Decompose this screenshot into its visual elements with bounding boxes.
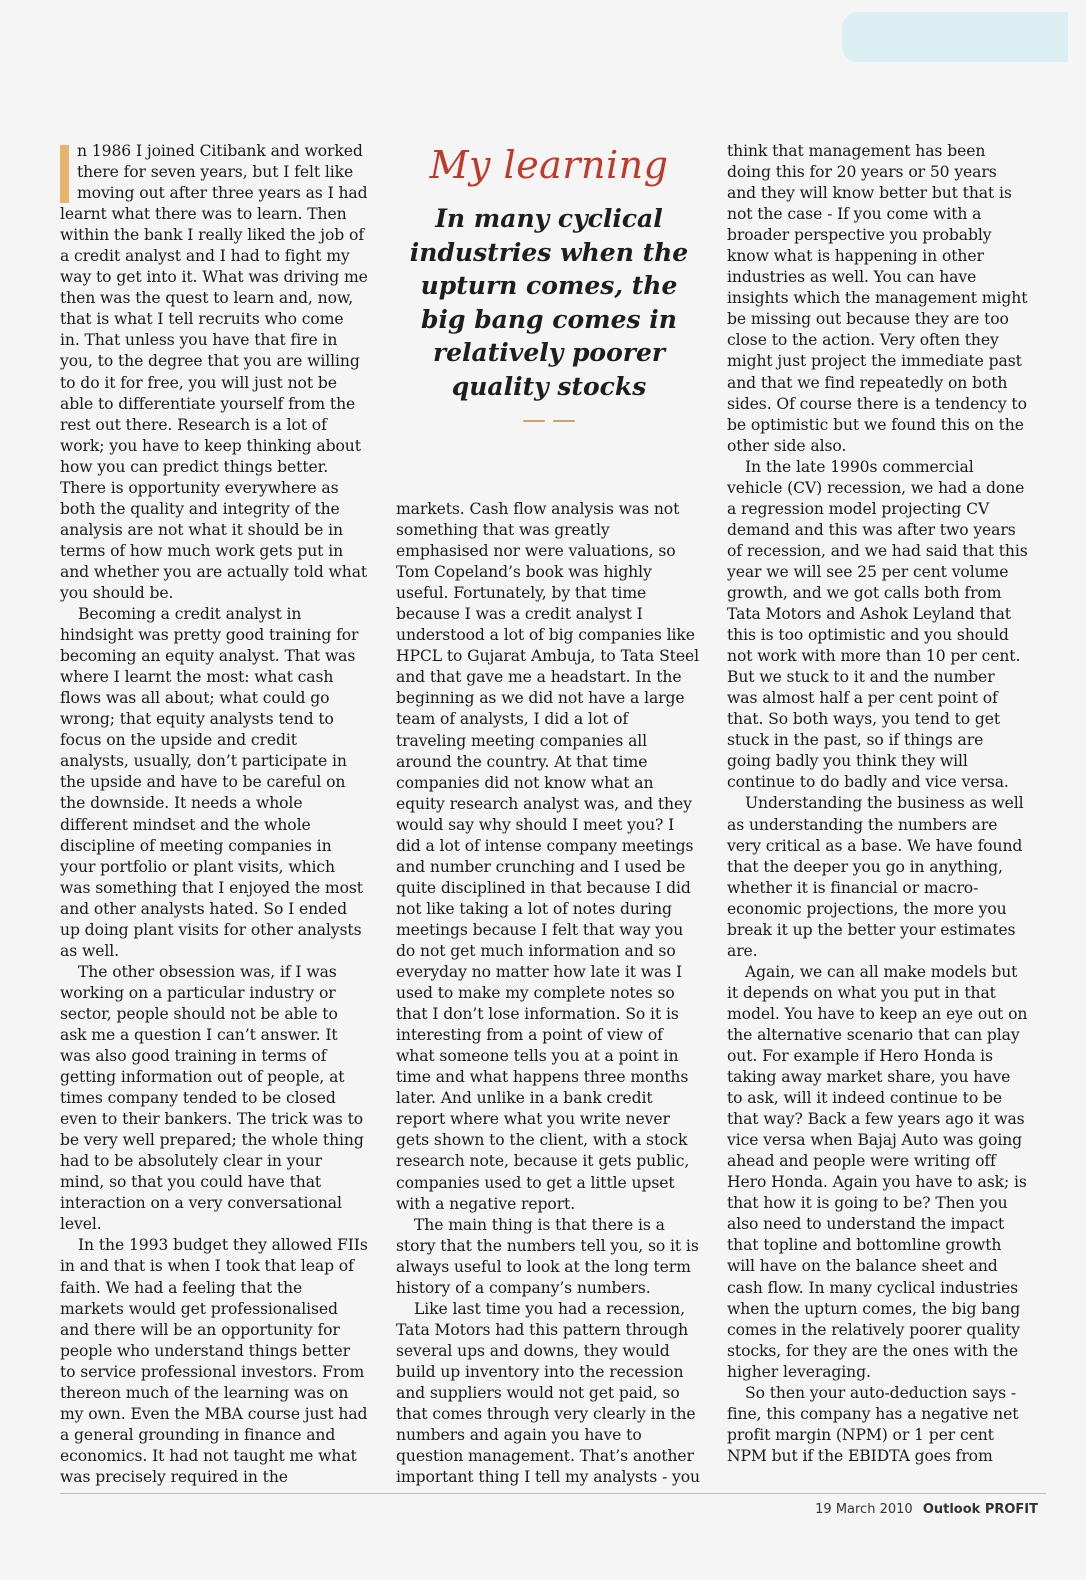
footer-publication: Outlook PROFIT bbox=[922, 1502, 1038, 1517]
article-paragraph: Understanding the business as well as understanding the numbers are very critical as a base. We have found that the deeper you go in anything, whether it is financial or macro-economic projections, the more you break it up the better your estimates are. bbox=[727, 794, 1024, 960]
article-paragraph: markets. Cash flow analysis was not something that was greatly emphasised nor were valuations, so Tom Copeland’s book was highly useful. Fortunately, by that time because I was a credit analyst I understood a lot of big companies like HPCL to Gujarat Ambuja, to Tata Steel and that gave me a headstart. In the beginning as we did not have a large team of analysts, I did a lot of traveling meeting companies all around the country. At that time companies did not know what an equity research analyst was, and they would say why should I meet you? I did a lot of intense company meetings and number crunching and I used be quite disciplined in that because I did not like taking a lot of notes during meetings because I felt that way you do not get much information and so everyday no matter how late it was I used to make my complete notes so that I don’t lose information. So it is interesting from a point of view of what someone tells you at a point in time and what happens three months later. And unlike in a bank credit report where what you write never gets shown to the client, with a stock research note, because it gets public, companies used to get a little upset with a negative report. bbox=[396, 500, 699, 1213]
article-paragraph: The other obsession was, if I was working on a particular industry or sector, people should not be able to ask me a question I can’t answer. It was also good training in terms of getting information out of people, at times company tended to be closed even to their bankers. The trick was to be very well prepared; the whole thing had to be absolutely clear in your mind, so that you could have that interaction on a very conversational level. bbox=[60, 962, 364, 1234]
article-paragraph: In the late 1990s commercial vehicle (CV) recession, we had a done a regression model projecting CV demand and this was after two years of recession, and we had said that this year we will see 25 per cent volume growth, and we got calls both from Tata Motors and Ashok Leyland that this is too optimistic and you should not work with more than 10 per cent. But we stuck to it and the number was almost half a per cent point of that. So both ways, you tend to get stuck in the past, so if things are going badly you think they will continue to do badly and vice versa. bbox=[727, 457, 1028, 792]
page-footer bbox=[815, 1502, 1038, 1517]
footer-date: 19 March 2010 bbox=[815, 1502, 913, 1517]
section-tab-decoration bbox=[842, 12, 1068, 62]
drop-cap-bar bbox=[60, 145, 69, 203]
article-paragraph: The main thing is that there is a story that the numbers tell you, so it is always useful to look at the long term history of a company’s numbers. bbox=[396, 1215, 699, 1297]
article-paragraph: So then your auto-deduction says - fine, this company has a negative net profit margin (NPM) or 1 per cent NPM but if the EBIDTA goes from bbox=[727, 1383, 1019, 1465]
article-paragraph: n 1986 I joined Citibank and worked there for seven years, but I felt like moving out after three years as I had learnt what there was to learn. Then within the bank I really liked the job of a credit analyst and I had to fight my way to get into it. What was driving me then was the quest to learn and, now, that is what I tell recruits who come in. That unless you have that fire in you, to the degree that you are willing to do it for free, you will just not be able to differentiate yourself from the rest out there. Research is a lot of work; you have to keep thinking about how you can predict things better. There is opportunity everywhere as both the quality and integrity of the analysis are not what it should be in terms of how much work gets put in and whether you are actually told what you should be. bbox=[60, 142, 368, 602]
article-paragraph: Like last time you had a recession, Tata Motors had this pattern through several ups and downs, they would build up inventory into the recession and suppliers would not get paid, so that comes through very clearly in the numbers and again you have to question management. That’s another important thing I tell my analysts - you bbox=[396, 1299, 700, 1487]
article-paragraph: think that management has been doing this for 20 years or 50 years and they will know better but that is not the case - If you come with a broader perspective you probably know what is happening in other industries as well. You can have insights which the management might be missing out because they are too close to the action. Very often they might just project the immediate past and that we find repeatedly on both sides. Of course there is a tendency to be optimistic but we found this on the other side also. bbox=[727, 142, 1028, 455]
pull-quote-title: My learning bbox=[429, 143, 669, 187]
article-paragraph: Becoming a credit analyst in hindsight was pretty good training for becoming an equity analyst. That was where I learnt the most: what cash flows was all about; what could go wrong; that equity analysts tend to focus on the upside and credit analysts, usually, don’t participate in the upside and have to be careful on the downside. It needs a whole different mindset and the whole discipline of meeting companies in your portfolio or plant visits, which was something that I enjoyed the most and other analysts hated. So I ended up doing plant visits for other analysts as well. bbox=[60, 605, 363, 960]
article-column-2 bbox=[396, 499, 702, 1488]
footer-divider bbox=[60, 1493, 1046, 1494]
article-paragraph: In the 1993 budget they allowed FIIs in and that is when I took that leap of faith. We had a feeling that the markets would get professionalised and there will be an opportunity for people who understand things better to service professional investors. From thereon much of the learning was on my own. Even the MBA course just had a general grounding in finance and economics. It had not taught me what was precisely required in the bbox=[60, 1236, 368, 1486]
article-column-3 bbox=[727, 141, 1029, 1467]
article-paragraph: Again, we can all make models but it depends on what you put in that model. You have to keep an eye out on the alternative scenario that can play out. For example if Hero Honda is taking away market share, you have to ask, will it indeed continue to be that way? Back a few years ago it was vice versa when Bajaj Auto was going ahead and people were writing off Hero Honda. Again you have to ask; is that how it is going to be? Then you also need to understand the impact that topline and bottomline growth will have on the balance sheet and cash flow. In many cyclical industries when the upturn comes, the big bang comes in the relatively poorer quality stocks, for they are the ones with the higher leveraging. bbox=[727, 962, 1028, 1381]
pull-quote-text: In many cyclical industries when the upturn comes, the big bang comes in relatively poorer quality stocks bbox=[409, 204, 689, 401]
pull-quote bbox=[396, 138, 702, 478]
article-column-1 bbox=[60, 141, 368, 1488]
ornament-icon bbox=[519, 417, 579, 425]
